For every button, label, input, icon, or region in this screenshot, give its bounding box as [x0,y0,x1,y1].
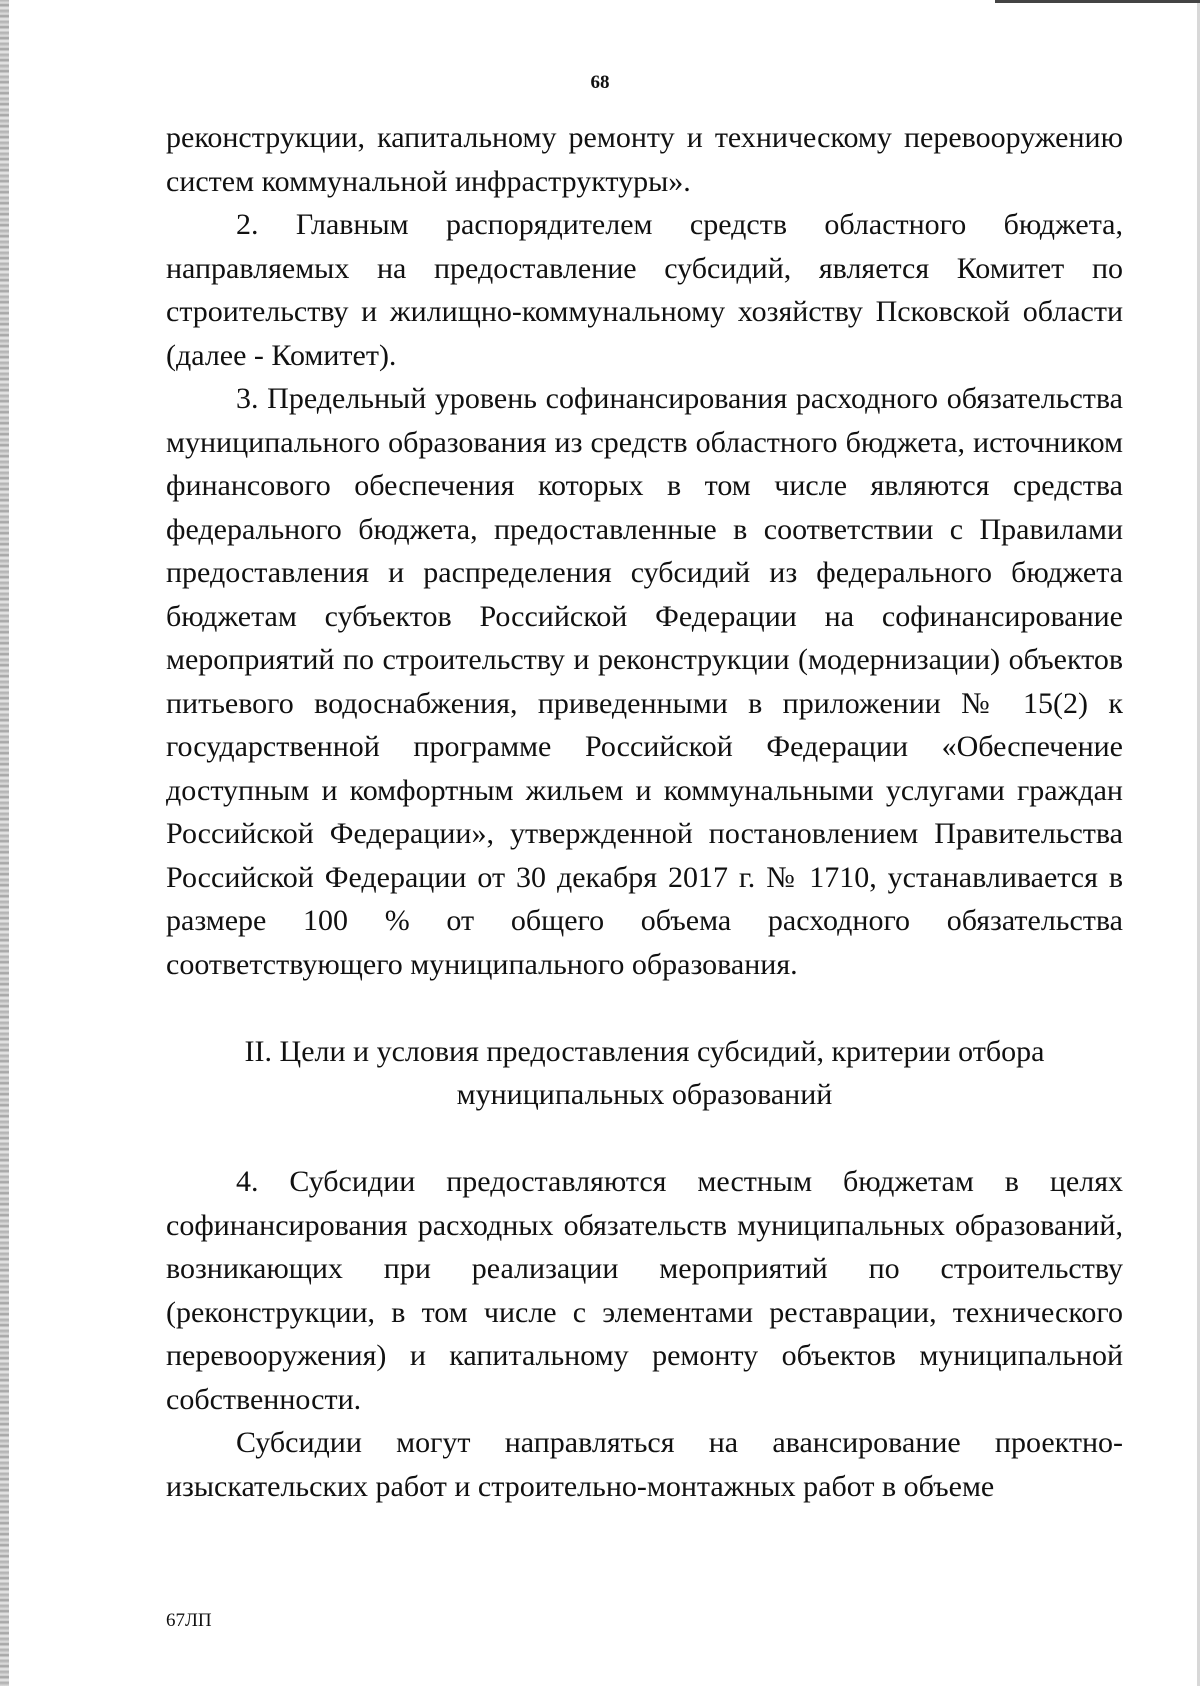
paragraph-subsidies-advance: Субсидии могут направляться на авансирование проектно-изыскательских работ и строительно-монтажных работ в объеме [166,1426,1123,1503]
section-title-line-1: II. Цели и условия предоставления субсидий, критерии отбора [244,1034,1045,1068]
paragraph-3: 3. Предельный уровень софинансирования расходного обязательства муниципального образования из средств областного бюджета, источником финансового обеспечения которых в том числе являются средства федерального бюджета, предоставленные в соответствии с Правилами предоставления и распределения субсидий из федерального бюджета бюджетам субъектов Российской Федерации на софинансирование мероприятий по строительству и реконструкции (модернизации) объектов питьевого водоснабжения, приведенными в приложении № 15(2) к государственной программе Российской Федерации «Обеспечение доступным и комфортным жильем и коммунальными услугами граждан Российской Федерации», утвержденной постановлением Правительства Российской Федерации от 30 декабря 2017 г. № 1710, устанавливается в размере 100 % от общего объема расходного обязательства соответствующего муниципального образования. [166,382,1123,981]
section-title-line-2: муниципальных образований [456,1078,833,1111]
scan-left-edge [0,0,9,1686]
page-number: 68 [590,72,610,93]
paragraph-continuation: реконструкции, капитальному ремонту и техническому перевооружению систем коммунальной инфраструктуры». [166,121,1123,198]
scan-top-edge [995,0,1200,3]
section-title [166,1030,1123,1117]
paragraph-2: 2. Главным распорядителем средств областного бюджета, направляемых на предоставление субсидий, является Комитет по строительству и жилищно-коммунальному хозяйству Псковской области (далее - Комитет). [166,208,1123,372]
paragraph-4: 4. Субсидии предоставляются местным бюджетам в целях софинансирования расходных обязательств муниципальных образований, возникающих при реализации мероприятий по строительству (реконструкции, в том числе с элементами реставрации, технического перевооружения) и капитальному ремонту объектов муниципальной собственности. [166,1165,1123,1416]
document-body [166,116,1123,1508]
footer-document-code: 67ЛП [166,1610,212,1631]
